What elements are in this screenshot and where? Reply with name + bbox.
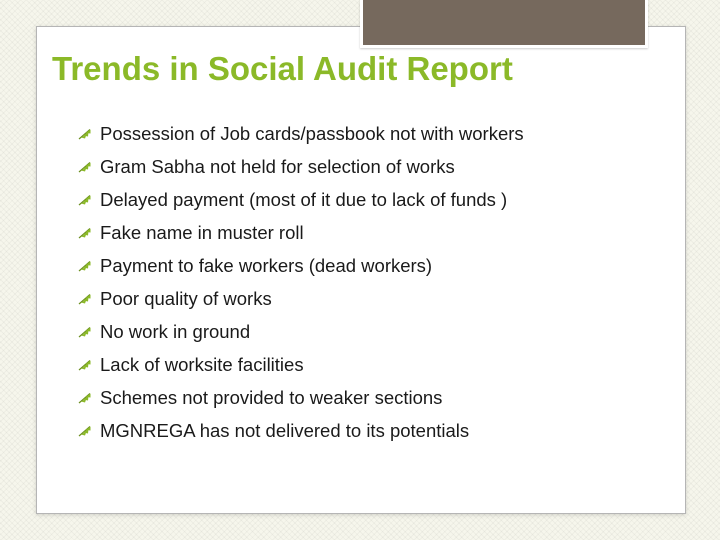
slide-title: Trends in Social Audit Report (52, 50, 513, 87)
fan-leaf-icon (78, 359, 92, 371)
fan-leaf-icon (78, 161, 92, 173)
bullet-text: Poor quality of works (100, 288, 272, 310)
fan-leaf-icon (78, 260, 92, 272)
fan-leaf-icon (78, 293, 92, 305)
bullet-text: Possession of Job cards/passbook not with workers (100, 122, 524, 144)
bullet-text: Schemes not provided to weaker sections (100, 387, 443, 409)
bullet-text: Gram Sabha not held for selection of works (100, 155, 455, 177)
fan-leaf-icon (78, 425, 92, 437)
fan-leaf-icon (78, 326, 92, 338)
bullet-text: No work in ground (100, 321, 251, 343)
bullet-item (78, 183, 524, 216)
bullet-item (78, 150, 524, 183)
bullet-text: Payment to fake workers (dead workers) (100, 254, 433, 276)
bullet-item (78, 349, 524, 382)
bullet-text: Lack of worksite facilities (100, 354, 304, 376)
fan-leaf-icon (78, 128, 92, 140)
bullet-item (78, 316, 524, 349)
bullet-text: Fake name in muster roll (100, 221, 304, 243)
bullet-item (78, 282, 524, 315)
bullet-item (78, 382, 524, 415)
bullet-item (78, 415, 524, 448)
bullet-item (78, 249, 524, 282)
bullet-text: Delayed payment (most of it due to lack of funds ) (100, 188, 508, 210)
bullet-item (78, 216, 524, 249)
fan-leaf-icon (78, 194, 92, 206)
fan-leaf-icon (78, 392, 92, 404)
fan-leaf-icon (78, 227, 92, 239)
decorative-tab (360, 0, 648, 48)
bullet-item (78, 117, 524, 150)
bullet-list (78, 117, 524, 448)
bullet-text: MGNREGA has not delivered to its potentials (100, 420, 470, 442)
